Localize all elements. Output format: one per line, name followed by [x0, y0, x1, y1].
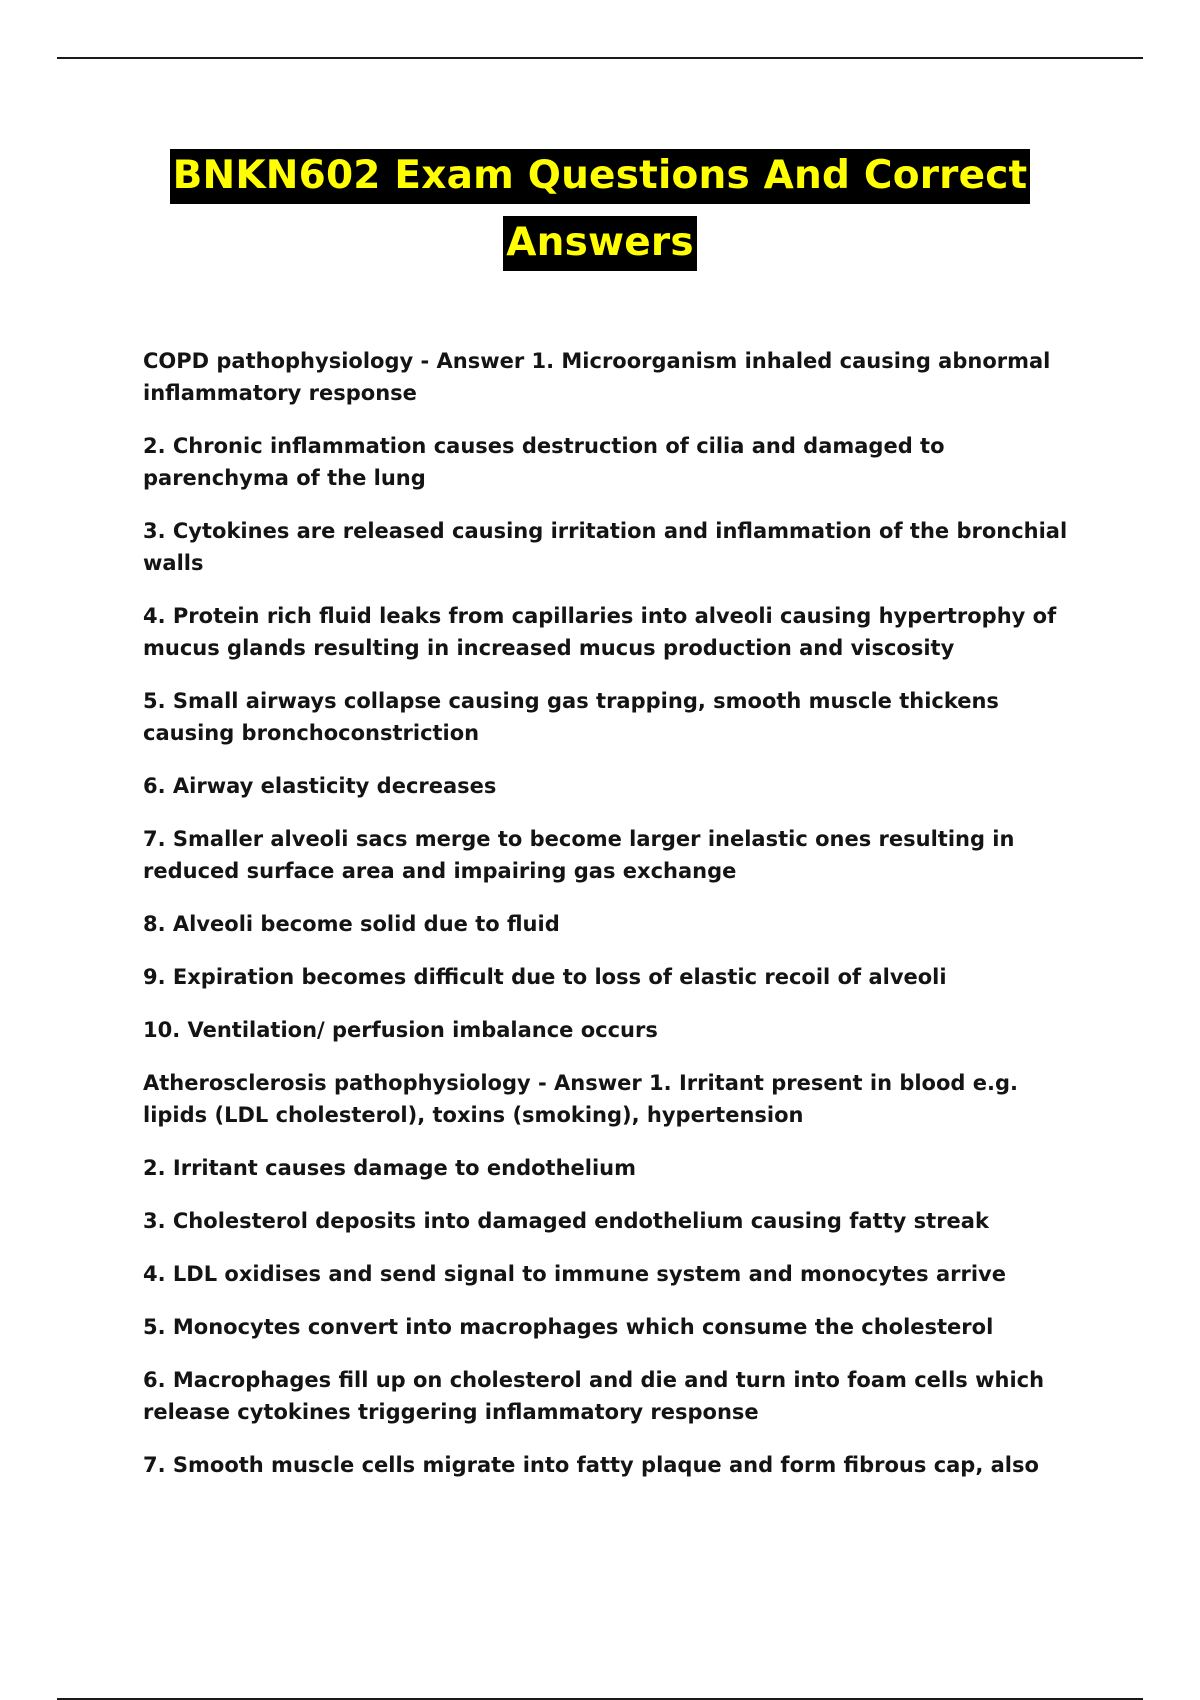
atherosclerosis-question-answer: Atherosclerosis pathophysiology - Answer 1. Irritant present in blood e.g. lipids (LDL cholesterol), toxins (smoking), hypertension — [143, 1071, 1018, 1127]
copd-question-answer: COPD pathophysiology - Answer 1. Microorganism inhaled causing abnormal inflammatory response — [143, 349, 1051, 405]
title-line-1 — [0, 142, 1200, 209]
copd-step-2: 2. Chronic inflammation causes destruction of cilia and damaged to parenchyma of the lung — [143, 434, 945, 490]
top-divider — [57, 57, 1143, 59]
document-body — [143, 345, 1088, 1502]
copd-step-9: 9. Expiration becomes difficult due to loss of elastic recoil of alveoli — [143, 965, 947, 989]
atherosclerosis-step-3: 3. Cholesterol deposits into damaged endothelium causing fatty streak — [143, 1209, 989, 1233]
copd-step-4: 4. Protein rich fluid leaks from capillaries into alveoli causing hypertrophy of mucus glands resulting in increased mucus production and viscosity — [143, 604, 1057, 660]
title-highlight-1: BNKN602 Exam Questions And Correct — [170, 149, 1031, 204]
copd-step-8: 8. Alveoli become solid due to fluid — [143, 912, 560, 936]
atherosclerosis-step-4: 4. LDL oxidises and send signal to immune system and monocytes arrive — [143, 1262, 1006, 1286]
copd-step-10: 10. Ventilation/ perfusion imbalance occurs — [143, 1018, 658, 1042]
atherosclerosis-step-6: 6. Macrophages fill up on cholesterol and die and turn into foam cells which release cytokines triggering inflammatory response — [143, 1368, 1045, 1424]
title-line-2 — [0, 209, 1200, 276]
atherosclerosis-step-5: 5. Monocytes convert into macrophages which consume the cholesterol — [143, 1315, 994, 1339]
copd-step-6: 6. Airway elasticity decreases — [143, 774, 497, 798]
document-title — [0, 142, 1200, 276]
title-highlight-2: Answers — [503, 216, 697, 271]
atherosclerosis-step-7: 7. Smooth muscle cells migrate into fatty plaque and form fibrous cap, also — [143, 1453, 1039, 1477]
copd-step-5: 5. Small airways collapse causing gas trapping, smooth muscle thickens causing bronchoconstriction — [143, 689, 999, 745]
atherosclerosis-step-2: 2. Irritant causes damage to endothelium — [143, 1156, 636, 1180]
copd-step-3: 3. Cytokines are released causing irritation and inflammation of the bronchial walls — [143, 519, 1068, 575]
copd-step-7: 7. Smaller alveoli sacs merge to become larger inelastic ones resulting in reduced surface area and impairing gas exchange — [143, 827, 1015, 883]
